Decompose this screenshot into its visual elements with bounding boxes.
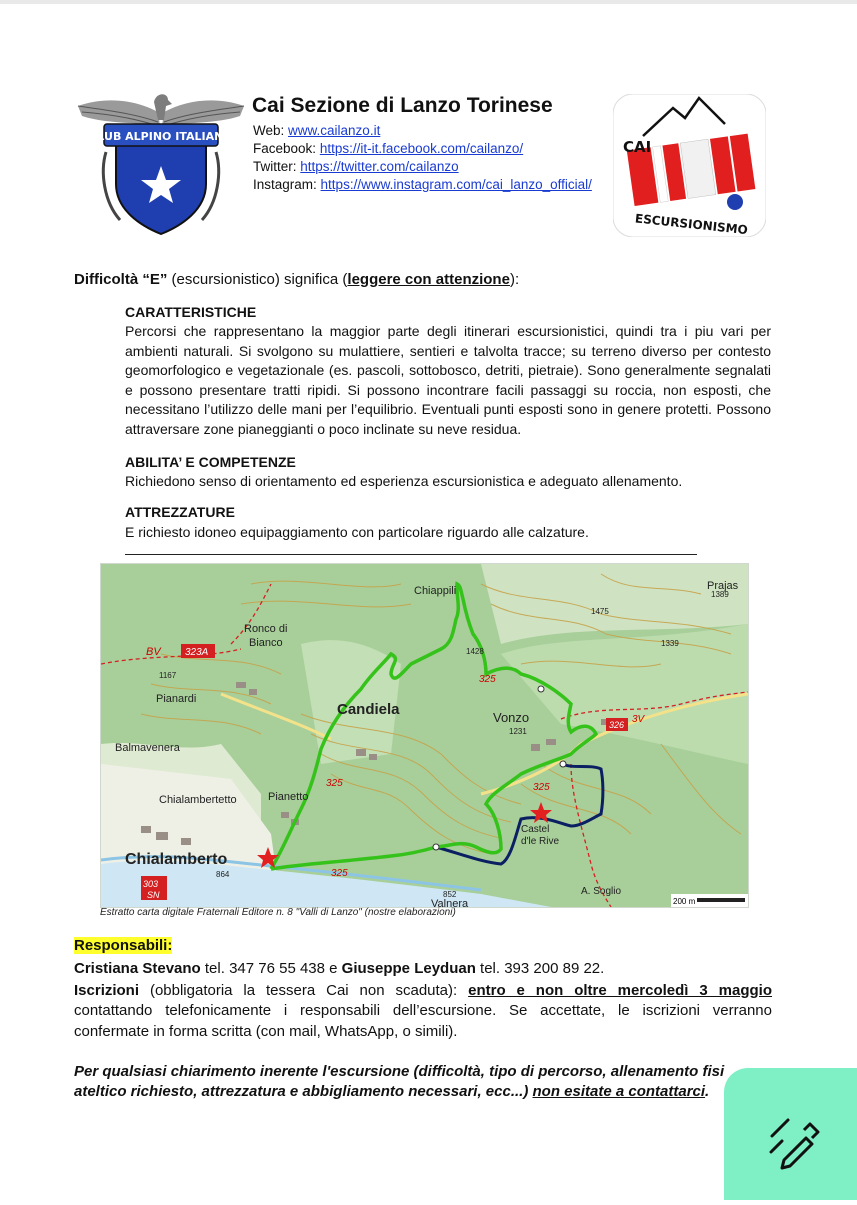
twitter-line: Twitter: https://twitter.com/cailanzo <box>253 159 459 174</box>
map-label-326: 326 <box>609 720 625 730</box>
map-label-alt-1475: 1475 <box>591 607 609 616</box>
section-heading-attrezzature: ATTREZZATURE <box>125 504 235 520</box>
map-label-prajas-alt: 1389 <box>711 590 729 599</box>
edit-pen-icon <box>724 1068 857 1200</box>
responsabili-line: Cristiana Stevano tel. 347 76 55 438 e Giuseppe Leyduan tel. 393 200 89 22. <box>74 960 605 977</box>
map-label-soglio: A. Soglio <box>581 886 622 897</box>
note-line2: ateltico richiesto, attrezzatura e abbigliamento necessari, ecc...) non esitate a contattarci. <box>74 1083 710 1100</box>
map-label-balmavenera: Balmavenera <box>115 742 180 754</box>
note-line1: Per qualsiasi chiarimento inerente l'escursione (difficoltà, tipo di percorso, allenamento fisi <box>74 1063 725 1080</box>
map-label-alt-1339: 1339 <box>661 639 679 648</box>
edit-fab-button[interactable] <box>724 1068 857 1200</box>
section-text-caratteristiche: Percorsi che rappresentano la maggior parte degli itinerari escursionistici, quindi tra i piu vari per ambienti naturali. Si svolgono su mulattiere, sentieri e talvolta tracce; su terreno diverso per contesto geomorfologico e vegetazionale (es. pascoli, sottobosco, detriti, pietraie). Sono generalmente segnalati e possono presentare tratti ripidi. Si possono incontrare facili passaggi su roccia, non esposti, che necessitano l’utilizzo delle mani per l’equilibrio. Eventuali punti esposti sono in genere protetti. Possono attraversare zone pianeggianti o poco inclinate su neve residua. <box>125 323 771 437</box>
section-heading-abilita: ABILITA’ E COMPETENZE <box>125 454 296 470</box>
section-text-attrezzature: E richiesto idoneo equipaggiamento con particolare riguardo alle calzature. <box>125 524 589 540</box>
logo-left-text: CLUB ALPINO ITALIANO <box>89 130 233 143</box>
twitter-link[interactable]: https://twitter.com/cailanzo <box>300 159 459 174</box>
map-label-alt-852: 852 <box>443 890 457 899</box>
map-label-325b: 325 <box>326 778 343 789</box>
map-label-chiappili: Chiappili <box>414 585 457 597</box>
section-text-abilita: Richiedono senso di orientamento ed esperienza escursionistica e adeguato allenamento. <box>125 473 683 489</box>
separator-line <box>125 554 697 555</box>
cai-eagle-logo <box>76 92 246 237</box>
map-label-3v: 3V <box>632 714 645 725</box>
logo-right-text-bottom: ESCURSIONISMO <box>634 211 749 237</box>
instagram-line: Instagram: https://www.instagram.com/cai_lanzo_official/ <box>253 177 592 192</box>
map-label-325c: 325 <box>533 782 550 793</box>
map-label-325d: 325 <box>331 868 348 879</box>
map-label-sn: SN <box>147 890 160 900</box>
map-label-alt-1167: 1167 <box>159 671 177 680</box>
map-label-ronco: Ronco di <box>244 623 288 635</box>
iscrizioni-text: contattando telefonicamente i responsabili dell’escursione. Se accettate, le iscrizioni verranno confermate in forma scritta (con mail, WhatsApp, o simili). <box>74 1002 772 1040</box>
facebook-link[interactable]: https://it-it.facebook.com/cailanzo/ <box>319 141 524 156</box>
map-caption: Estratto carta digitale Fraternali Editore n. 8 "Valli di Lanzo" (nostre elaborazioni) <box>100 907 456 918</box>
responsabili-label: Responsabili: <box>74 937 173 954</box>
logo-right-text-top: CAI <box>623 138 652 156</box>
map-label-valnera: Valnera <box>431 898 469 907</box>
cai-escursionismo-logo <box>613 94 766 237</box>
map-label-bianco: Bianco <box>249 637 283 649</box>
map-label-vonzo: Vonzo <box>493 710 530 725</box>
map-label-candiela: Candiela <box>337 701 400 718</box>
map-label-castel: Castel <box>521 824 550 835</box>
map-label-alt-1231: 1231 <box>509 727 527 736</box>
section-heading-caratteristiche: CARATTERISTICHE <box>125 304 257 320</box>
map-label-alt-864: 864 <box>216 870 230 879</box>
web-line: Web: www.cailanzo.it <box>253 123 381 138</box>
map-label-325a: 325 <box>479 674 496 685</box>
route-map <box>100 563 749 908</box>
viewer-top-bar <box>0 0 857 4</box>
iscrizioni-line: Iscrizioni (obbligatoria la tessera Cai non scaduta): entro e non oltre mercoledì 3 maggio <box>74 982 772 999</box>
map-label-pianetto: Pianetto <box>268 791 309 803</box>
map-label-chialambertetto: Chialambertetto <box>159 794 237 806</box>
map-label-323a: 323A <box>185 647 209 658</box>
difficulty-intro: Difficoltà “E” (escursionistico) significa (leggere con attenzione): <box>74 271 520 288</box>
map-label-alt-1428: 1428 <box>466 647 484 656</box>
map-label-bv: BV <box>146 646 161 658</box>
web-link[interactable]: www.cailanzo.it <box>288 123 381 138</box>
facebook-line: Facebook: https://it-it.facebook.com/cailanzo/ <box>253 141 524 156</box>
map-scale-label: 200 m <box>673 897 696 906</box>
map-label-chialamberto: Chialamberto <box>125 851 228 868</box>
map-label-pianardi: Pianardi <box>156 693 197 705</box>
map-label-303: 303 <box>143 879 159 889</box>
page-title: Cai Sezione di Lanzo Torinese <box>252 94 553 117</box>
map-label-rive: d'le Rive <box>521 836 560 847</box>
instagram-link[interactable]: https://www.instagram.com/cai_lanzo_official/ <box>320 177 592 192</box>
map-label-prajas: Prajas <box>707 580 739 592</box>
